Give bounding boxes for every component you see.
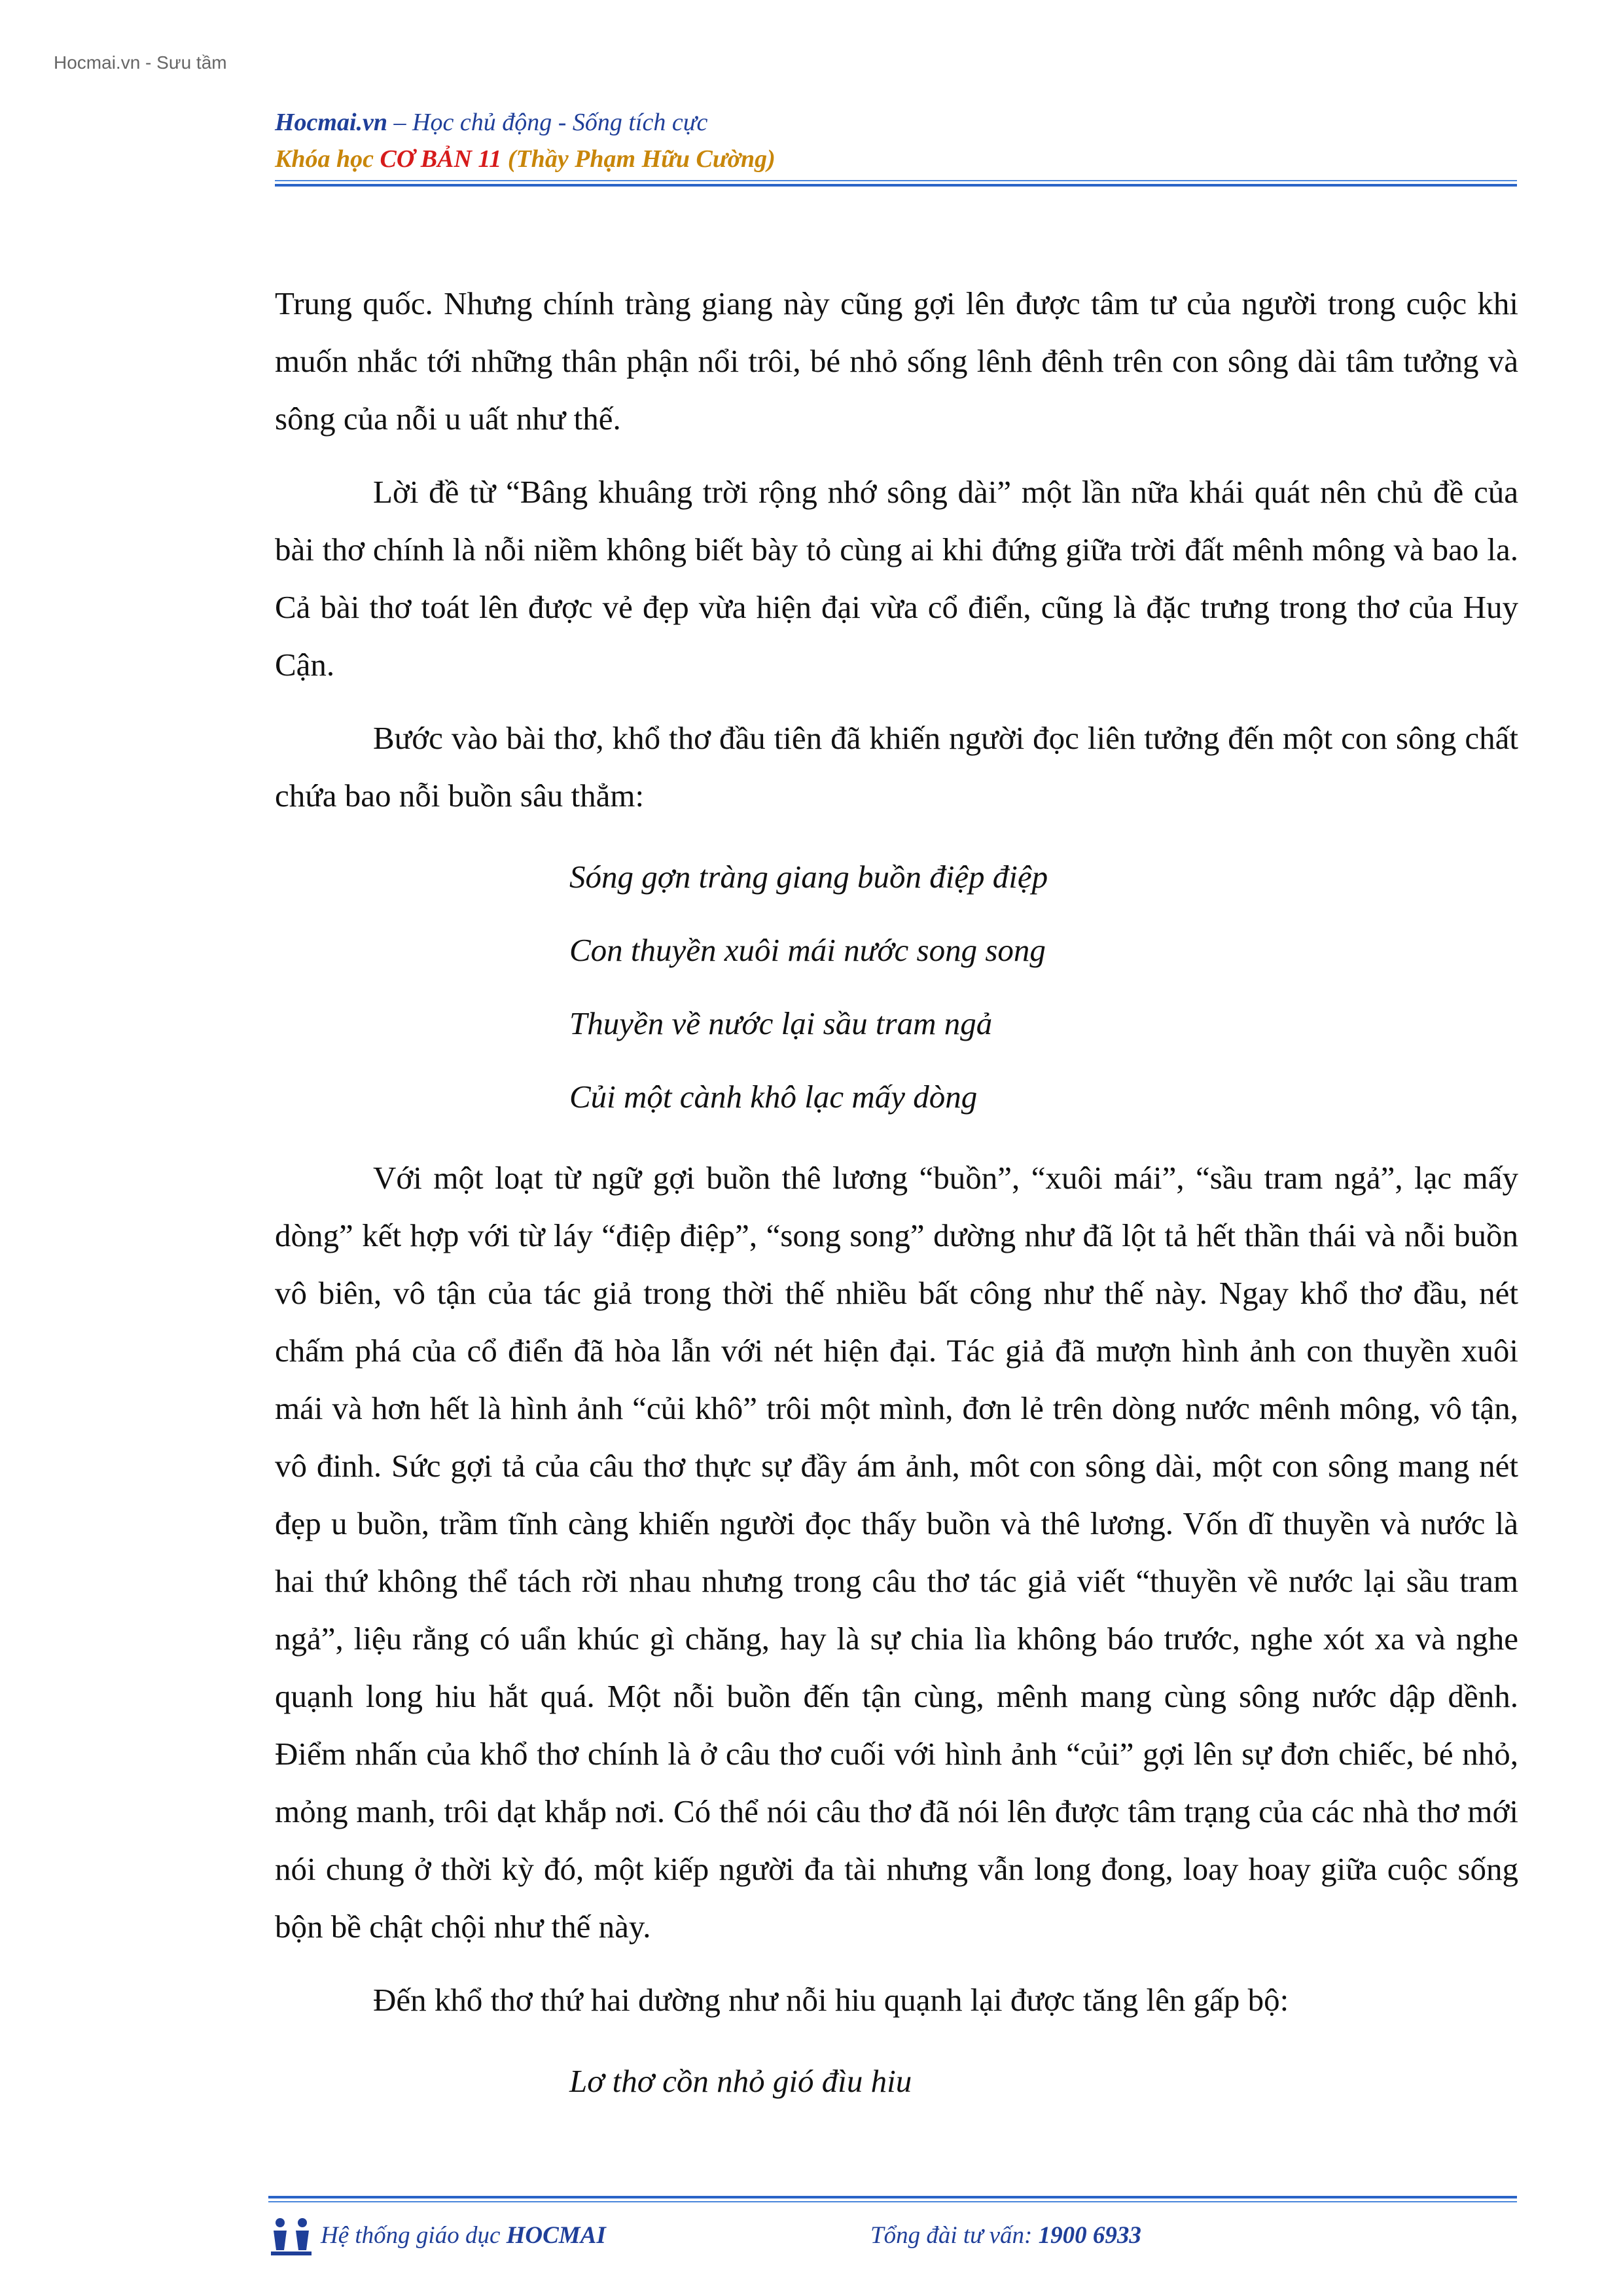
poem-verse: Thuyền về nước lại sầu tram ngả: [569, 1005, 993, 1041]
poem-verse: Củi một cành khô lạc mấy dòng: [569, 1079, 978, 1115]
header-brand: Hocmai.vn: [275, 109, 388, 136]
poem-stanza: [569, 840, 1518, 1134]
paragraph: Trung quốc. Nhưng chính tràng giang này cũng gợi lên được tâm tư của người trong cuộc khi muốn nhắc tới những thân phận nổi trôi, bé nhỏ sống lênh đênh trên con sông dài tâm tưởng và sông của nỗi u uất như thế.: [275, 285, 1518, 437]
paragraph: Bước vào bài thơ, khổ thơ đầu tiên đã khiến người đọc liên tưởng đến một con sông chất chứa bao nỗi buồn sâu thẳm:: [275, 720, 1518, 814]
footer-divider: [268, 2196, 1517, 2205]
header-teacher: (Thầy Phạm Hữu Cường): [501, 145, 776, 173]
header-course-prefix: Khóa học: [275, 145, 380, 173]
paragraph: Đến khổ thơ thứ hai dường như nỗi hiu quạnh lại được tăng lên gấp bộ:: [373, 1982, 1289, 2018]
header-course-line: [275, 145, 1518, 181]
poem-verse: Con thuyền xuôi mái nước song song: [569, 932, 1046, 968]
paragraph: Với một loạt từ ngữ gợi buồn thê lương “buồn”, “xuôi mái”, “sầu tram ngả”, lạc mấy dòng” kết hợp với từ láy “điệp điệp”, “song song” dường như đã lột tả hết thần thái và nỗi buồn vô biên, vô tận của tác giả trong thời thế nhiều bất công như thế này. Ngay khổ thơ đầu, nét chấm phá của cổ điển đã hòa lẫn với nét hiện đại. Tác giả đã mượn hình ảnh con thuyền xuôi mái và hơn hết là hình ảnh “củi khô” trôi một mình, đơn lẻ trên dòng nước mênh mông, vô tận, vô đinh. Sức gợi tả của câu thơ thực sự đầy ám ảnh, môt con sông dài, một con sông mang nét đẹp u buồn, trầm tĩnh càng khiến người đọc thấy buồn và thê lương. Vốn dĩ thuyền và nước là hai thứ không thể tách rời nhau nhưng trong câu thơ tác giả viết “thuyền về nước lại sầu tram ngả”, liệu rằng có uẩn khúc gì chăng, hay là sự chia lìa không báo trước, nghe xót xa và nghe quạnh long hiu hắt quá. Một nỗi buồn đến tận cùng, mênh mang cùng sông nước dập dềnh. Điểm nhấn của khổ thơ chính là ở câu thơ cuối với hình ảnh “củi” gợi lên sự đơn chiếc, bé nhỏ, mỏng manh, trôi dạt khắp nơi. Có thể nói câu thơ đã nói lên được tâm trạng của các nhà thơ mới nói chung ở thời kỳ đó, một kiếp người đa tài nhưng vẫn long đong, loay hoay giữa cuộc sống bộn bề chật chội như thế này.: [275, 1160, 1518, 1945]
footer-hotline-number: 1900 6933: [1038, 2222, 1141, 2249]
footer-system-prefix: Hệ thống giáo dục: [321, 2222, 507, 2249]
document-body: [275, 275, 1518, 2134]
page-footer: [268, 2214, 1518, 2259]
footer-system-name: HOCMAI: [506, 2222, 606, 2249]
hocmai-logo-icon: [268, 2214, 314, 2259]
footer-hotline-prefix: Tổng đài tư vấn:: [870, 2222, 1039, 2249]
footer-hotline: [870, 2221, 1141, 2250]
header-course-name: CƠ BẢN 11: [380, 145, 502, 173]
poem-stanza: [569, 2045, 1518, 2118]
poem-verse: Sóng gợn tràng giang buồn điệp điệp: [569, 859, 1048, 895]
paragraph: Lời đề từ “Bâng khuâng trời rộng nhớ sông dài” một lần nữa khái quát nên chủ đề của bài thơ chính là nỗi niềm không biết bày tỏ cùng ai khi đứng giữa trời đất mênh mông và bao la. Cả bài thơ toát lên được vẻ đẹp vừa hiện đại vừa cổ điển, cũng là đặc trưng trong thơ của Huy Cận.: [275, 474, 1518, 683]
watermark: Hocmai.vn - Sưu tầm: [54, 52, 227, 73]
page-header: [275, 108, 1518, 181]
header-brand-line: [275, 108, 1518, 145]
header-divider: [275, 180, 1517, 189]
header-slogan: – Học chủ động - Sống tích cực: [387, 109, 708, 136]
footer-system: [321, 2221, 606, 2250]
poem-verse: Lơ thơ cồn nhỏ gió đìu hiu: [569, 2063, 912, 2099]
